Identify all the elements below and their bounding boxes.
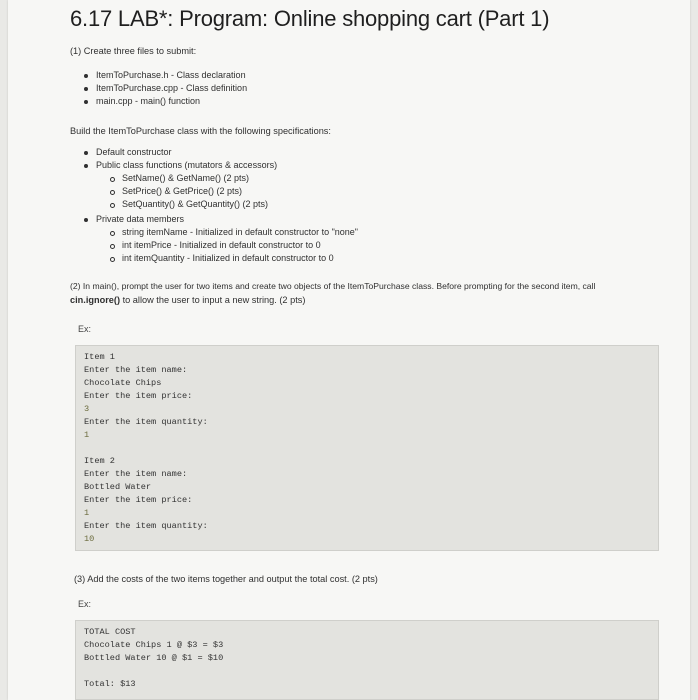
spec-list: [96, 146, 277, 172]
code-line: Bottled Water: [84, 482, 152, 492]
code-line: Enter the item name:: [84, 469, 188, 479]
code-line: Total: $13: [84, 679, 136, 689]
member-item: int itemQuantity - Initialized in default constructor to 0: [122, 252, 358, 265]
code-line: Chocolate Chips: [84, 378, 162, 388]
code-line: Enter the item quantity:: [84, 521, 208, 531]
step3-heading: (3) Add the costs of the two items together and output the total cost. (2 pts): [74, 574, 378, 584]
function-item: SetQuantity() & GetQuantity() (2 pts): [122, 199, 269, 209]
code-line: Item 2: [84, 456, 115, 466]
member-item: string itemName - Initialized in default constructor to "none": [122, 227, 358, 237]
file-list: [96, 69, 247, 108]
file-item: main.cpp - main() function: [96, 95, 247, 108]
code-line: Enter the item price:: [84, 495, 193, 505]
code-line: 1: [84, 508, 90, 518]
function-item: SetPrice() & GetPrice() (2 pts): [122, 185, 268, 198]
spec-item: Public class functions (mutators & accessors): [96, 160, 278, 170]
page-title: 6.17 LAB*: Program: Online shopping cart (Part 1): [70, 6, 550, 31]
example-label: Ex:: [78, 599, 92, 609]
member-list: [122, 226, 358, 265]
code-line: Enter the item quantity:: [84, 417, 208, 427]
example-label: Ex:: [78, 324, 92, 334]
function-item: SetName() & GetName() (2 pts): [122, 172, 268, 185]
code-line: 3: [84, 404, 90, 414]
code-line: Item 1: [84, 352, 115, 362]
code-line: Bottled Water 10 @ $1 = $10: [84, 653, 224, 663]
code-line: TOTAL COST: [84, 627, 136, 637]
code-line: 10: [84, 534, 95, 544]
step2-line1: (2) In main(), prompt the user for two items and create two objects of the ItemToPurchase class. Before prompting for the second item, call: [70, 281, 596, 291]
build-line: Build the ItemToPurchase class with the following specifications:: [70, 126, 331, 136]
step2-line2-rest: to allow the user to input a new string. (2 pts): [120, 295, 306, 305]
lab-page: [8, 0, 690, 700]
output-example-block: [75, 620, 659, 700]
spec-item: Default constructor: [96, 146, 277, 159]
code-line: 1: [84, 430, 90, 440]
member-item: int itemPrice - Initialized in default constructor to 0: [122, 239, 358, 252]
code-line: Enter the item name:: [84, 365, 188, 375]
step1-heading: (1) Create three files to submit:: [70, 46, 197, 56]
file-item: ItemToPurchase.h - Class declaration: [96, 70, 246, 80]
function-list: [122, 172, 268, 211]
code-line: Enter the item price:: [84, 391, 193, 401]
private-label: Private data members: [96, 214, 185, 224]
input-example-block: [75, 345, 659, 551]
code-line: Chocolate Chips 1 @ $3 = $3: [84, 640, 224, 650]
cin-ignore-code: cin.ignore(): [70, 295, 121, 305]
step2-line2: [70, 295, 305, 305]
file-item: ItemToPurchase.cpp - Class definition: [96, 83, 248, 93]
private-list: [96, 213, 184, 226]
